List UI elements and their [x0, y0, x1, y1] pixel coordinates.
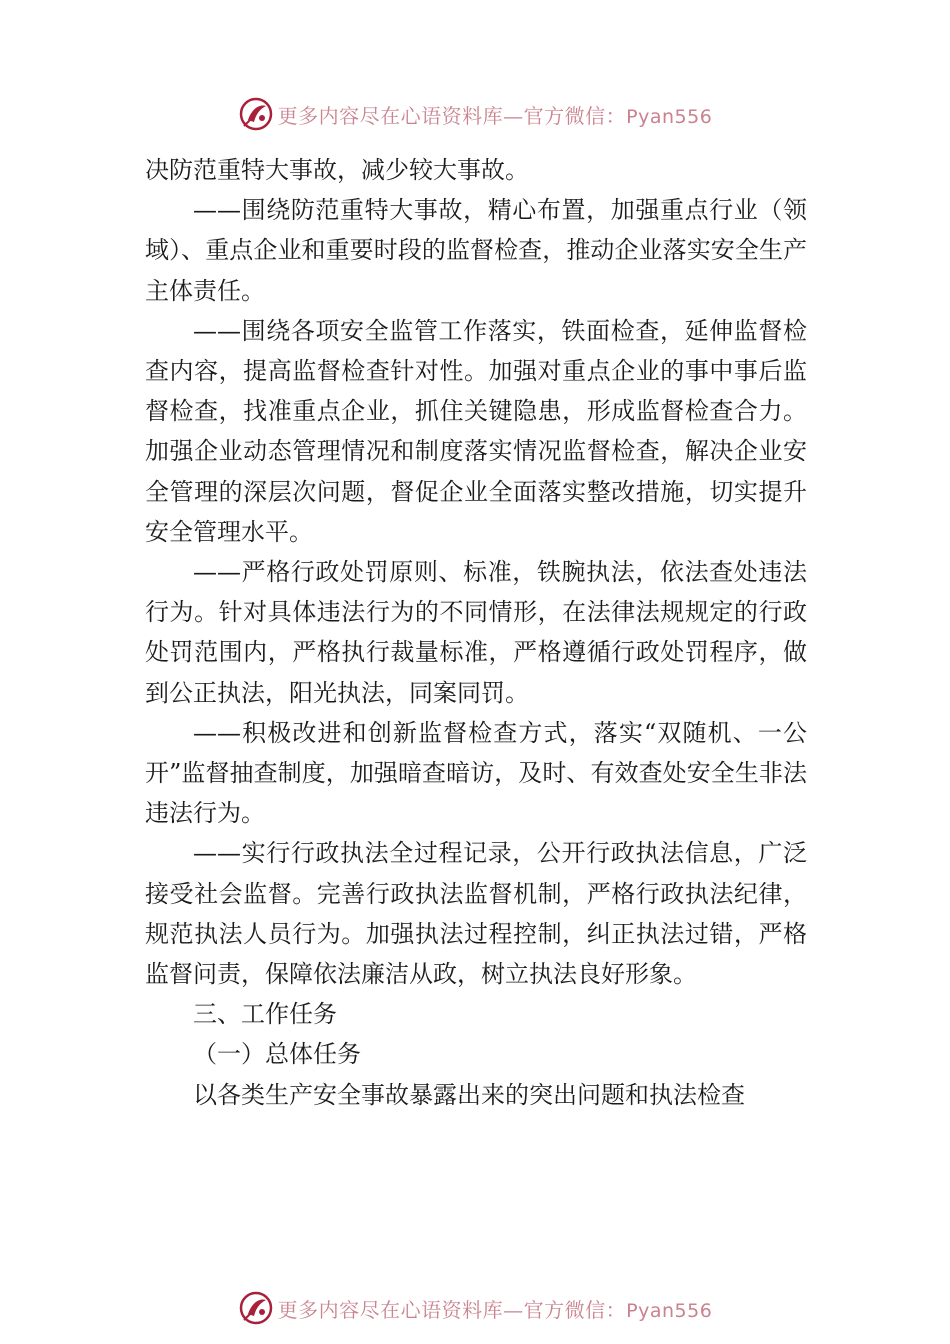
- paragraph-0: 决防范重特大事故，减少较大事故。: [145, 156, 529, 184]
- section-heading: 三、工作任务: [193, 1000, 337, 1029]
- footer-banner: [0, 1288, 950, 1328]
- brand-logo-icon: [238, 96, 274, 132]
- brand-logo-icon: [238, 1290, 274, 1326]
- document-body: [145, 150, 807, 1115]
- footer-banner-wechat-id: Pyan556: [626, 1299, 713, 1322]
- paragraph-2: ——围绕各项安全监管工作落实，铁面检查，延伸监督检查内容，提高监督检查针对性。加强对重点企业的事中事后监督检查，找准重点企业，抓住关键隐患，形成监督检查合力。加强企业动态管理情况和制度落实情况监督检查，解决企业安全管理的深层次问题，督促企业全面落实整改措施，切实提升安全管理水平。: [145, 316, 807, 546]
- paragraph-1: ——围绕防范重特大事故，精心布置，加强重点行业（领域）、重点企业和重要时段的监督检查，推动企业落实安全生产主体责任。: [145, 196, 807, 305]
- paragraph-5: ——实行行政执法全过程记录，公开行政执法信息，广泛接受社会监督。完善行政执法监督机制，严格行政执法纪律，规范执法人员行为。加强执法过程控制，纠正执法过错，严格监督问责，保障依法廉洁从政，树立执法良好形象。: [145, 839, 807, 989]
- subsection-heading: （一）总体任务: [193, 1040, 361, 1069]
- paragraph-3: ——严格行政处罚原则、标准，铁腕执法，依法查处违法行为。针对具体违法行为的不同情形，在法律法规规定的行政处罚范围内，严格执行裁量标准，严格遵循行政处罚程序，做到公正执法，阳光执法，同案同罚。: [145, 558, 807, 707]
- paragraph-4: ——积极改进和创新监督检查方式，落实“双随机、一公开”监督抽查制度，加强暗查暗访，及时、有效查处安全生非法违法行为。: [145, 718, 807, 828]
- header-banner-cn: 更多内容尽在心语资料库—官方微信：: [277, 103, 627, 128]
- paragraph-6: 以各类生产安全事故暴露出来的突出问题和执法检查: [193, 1080, 745, 1109]
- header-banner: [0, 94, 950, 134]
- footer-banner-cn: 更多内容尽在心语资料库—官方微信：: [277, 1297, 627, 1322]
- header-banner-text: [278, 100, 713, 129]
- footer-banner-text: [278, 1294, 713, 1323]
- header-banner-wechat-id: Pyan556: [626, 105, 713, 128]
